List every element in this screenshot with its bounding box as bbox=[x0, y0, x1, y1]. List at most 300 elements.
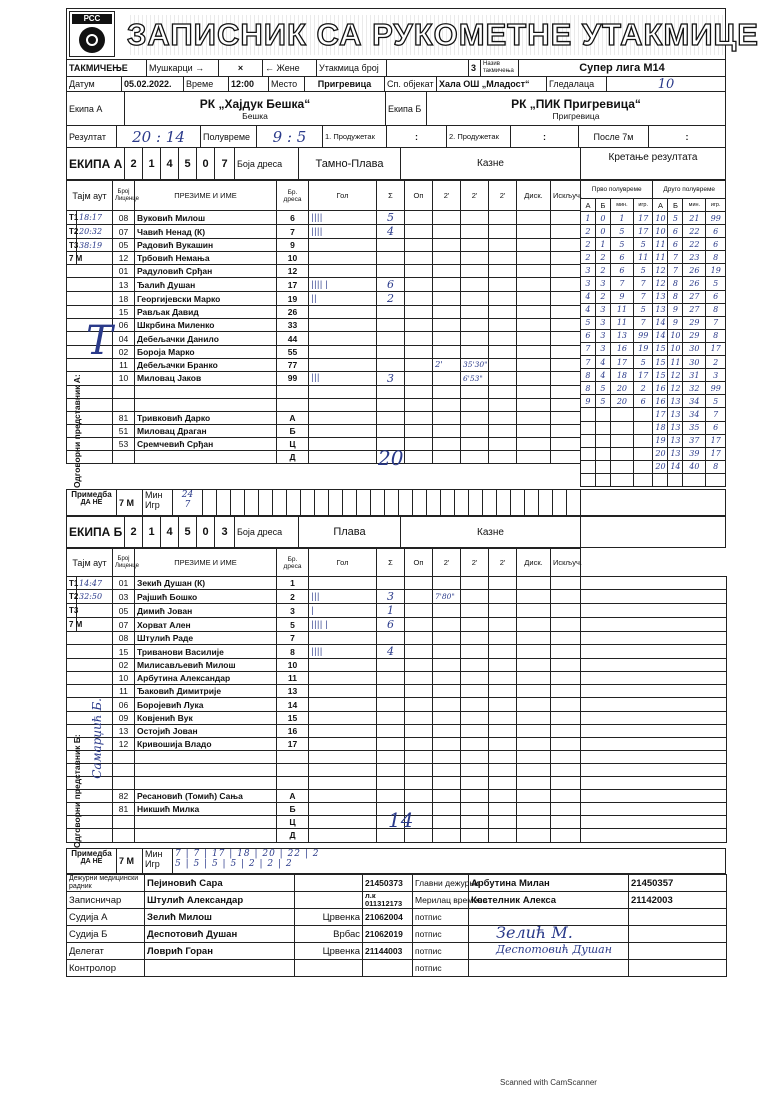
col-timeout: Тајм аут bbox=[67, 181, 113, 211]
player-2min-2 bbox=[461, 763, 489, 776]
flow-player: 7 bbox=[633, 316, 653, 329]
team-b-header bbox=[66, 516, 726, 548]
player-2min-time: 6'53" bbox=[461, 371, 489, 385]
col-name: ПРЕЗИМЕ И ИМЕ bbox=[135, 181, 277, 211]
blank-cell bbox=[581, 750, 727, 763]
official-cell bbox=[517, 425, 551, 438]
scanner-watermark: Scanned with CamScanner bbox=[500, 1078, 597, 1087]
official-cell bbox=[309, 425, 377, 438]
player-warning bbox=[405, 358, 433, 371]
official-cell bbox=[489, 451, 517, 464]
team-a-rep-label: Одговорни представник А: bbox=[72, 374, 82, 488]
team-a-flow-label: Кретање резултата bbox=[608, 152, 698, 163]
player-warning bbox=[405, 632, 433, 645]
player-name: Дебељачки Бранко bbox=[135, 358, 277, 371]
official-license bbox=[113, 451, 135, 464]
table-row bbox=[67, 451, 581, 464]
player-goals: |||| bbox=[309, 225, 377, 239]
team-a-7m-pl: 7 bbox=[184, 500, 191, 510]
flow-minute: 5 bbox=[610, 225, 633, 238]
note-label: Примедба bbox=[71, 490, 112, 499]
player-name: Рављак Давид bbox=[135, 306, 277, 319]
official-cell bbox=[517, 411, 551, 424]
player-goals: | bbox=[309, 604, 377, 618]
table-row bbox=[67, 604, 727, 618]
player-disq bbox=[517, 724, 551, 737]
player-goals bbox=[309, 398, 377, 411]
player-warning bbox=[405, 225, 433, 239]
player-2min-3 bbox=[489, 711, 517, 724]
player-2min bbox=[433, 750, 461, 763]
flow-score-a: 20 bbox=[653, 460, 668, 473]
player-license: 03 bbox=[113, 590, 135, 604]
player-goal-sum: 4 bbox=[377, 645, 405, 659]
player-goal-sum bbox=[377, 385, 405, 398]
player-2min bbox=[433, 332, 461, 345]
player-goal-sum bbox=[377, 265, 405, 278]
player-goal-sum: 1 bbox=[377, 604, 405, 618]
player-goal-sum bbox=[377, 252, 405, 265]
official-cell bbox=[377, 411, 405, 424]
player-2min bbox=[433, 278, 461, 292]
player-warning bbox=[405, 211, 433, 225]
flow-score-a bbox=[653, 473, 668, 486]
player-goal-sum bbox=[377, 345, 405, 358]
official-license-2 bbox=[629, 960, 727, 977]
player-2min-3 bbox=[489, 252, 517, 265]
ot2-value: : bbox=[511, 126, 579, 147]
flow-score-b: 12 bbox=[668, 369, 683, 382]
flow-score-b bbox=[595, 460, 610, 473]
official-role-2: Главни дежурни bbox=[413, 875, 469, 892]
flow-player: 99 bbox=[633, 329, 653, 342]
player-number: 12 bbox=[277, 265, 309, 278]
player-goal-sum bbox=[377, 358, 405, 371]
date-row bbox=[66, 77, 726, 92]
official-cell bbox=[433, 829, 461, 842]
player-goal-sum bbox=[377, 711, 405, 724]
official-role: Дежурни медицински радник bbox=[67, 875, 145, 892]
flow-score-a: 16 bbox=[653, 382, 668, 395]
player-warning bbox=[405, 292, 433, 306]
team-b-7m-pl: 5 | 5 | 5 | 5 | 2 | 2 | 2 bbox=[175, 859, 293, 869]
player-goal-sum bbox=[377, 632, 405, 645]
team-a-code-1: 2 bbox=[125, 148, 143, 179]
flow-minute: 26 bbox=[683, 264, 706, 277]
flow-row bbox=[581, 473, 726, 486]
table-row bbox=[67, 790, 727, 803]
team-a-note bbox=[67, 490, 117, 515]
player-goal-sum bbox=[377, 672, 405, 685]
flow-player: 5 bbox=[706, 277, 726, 290]
player-license: 05 bbox=[113, 604, 135, 618]
player-2min-3 bbox=[489, 763, 517, 776]
official-cell bbox=[551, 803, 581, 816]
col-lic: Број Лиценце bbox=[113, 181, 135, 211]
player-disq bbox=[517, 750, 551, 763]
team-b-rep-label: Одговорни представник Б: bbox=[72, 734, 82, 848]
player-2min-3 bbox=[489, 645, 517, 659]
player-disq bbox=[517, 371, 551, 385]
player-goals bbox=[309, 763, 377, 776]
official-cell bbox=[309, 803, 377, 816]
table-row bbox=[67, 398, 581, 411]
player-2min bbox=[433, 632, 461, 645]
flow-minute: 27 bbox=[683, 290, 706, 303]
player-goal-sum: 6 bbox=[377, 278, 405, 292]
player-2min-3 bbox=[489, 225, 517, 239]
flow-score-a: 12 bbox=[653, 264, 668, 277]
player-license: 08 bbox=[113, 211, 135, 225]
official-license-no: 21144003 bbox=[363, 943, 413, 960]
flow-score-b: 8 bbox=[668, 290, 683, 303]
player-disq bbox=[517, 332, 551, 345]
player-number bbox=[277, 777, 309, 790]
player-disq bbox=[517, 306, 551, 319]
official-license-no: л.к 011312173 bbox=[363, 892, 413, 909]
player-disq bbox=[517, 777, 551, 790]
team-a-code-6: 7 bbox=[215, 148, 235, 179]
player-goals bbox=[309, 672, 377, 685]
flow-score-a: 5 bbox=[581, 316, 596, 329]
official-code: Д bbox=[277, 829, 309, 842]
player-license: 02 bbox=[113, 345, 135, 358]
half-label: Полувреме bbox=[201, 126, 257, 147]
flow-player: 7 bbox=[706, 408, 726, 421]
team-b-code-6: 3 bbox=[215, 517, 235, 547]
flow-player: 2 bbox=[706, 356, 726, 369]
flow-minute: 13 bbox=[610, 329, 633, 342]
flow-minute: 37 bbox=[683, 434, 706, 447]
official-name: Никшић Милка bbox=[135, 803, 277, 816]
flow-minute bbox=[683, 473, 706, 486]
flow-score-a: 1 bbox=[581, 212, 596, 225]
official-cell bbox=[489, 425, 517, 438]
player-warning bbox=[405, 672, 433, 685]
player-disq bbox=[517, 618, 551, 632]
player-2min-3 bbox=[489, 724, 517, 737]
flow-score-a: 3 bbox=[581, 277, 596, 290]
official-cell bbox=[489, 803, 517, 816]
player-license bbox=[113, 750, 135, 763]
blank-cell bbox=[581, 577, 727, 590]
official-cell bbox=[377, 425, 405, 438]
player-license: 05 bbox=[113, 239, 135, 252]
player-warning bbox=[405, 332, 433, 345]
player-warning bbox=[405, 604, 433, 618]
player-number: 55 bbox=[277, 345, 309, 358]
player-2min-2 bbox=[461, 724, 489, 737]
table-row bbox=[67, 265, 581, 278]
official-role: Контролор bbox=[67, 960, 145, 977]
player-excl bbox=[551, 777, 581, 790]
flow-minute: 30 bbox=[683, 356, 706, 369]
player-name: Радовић Вукашин bbox=[135, 239, 277, 252]
flow-score-b: 13 bbox=[668, 408, 683, 421]
flow-h-pl: игр. bbox=[633, 199, 653, 212]
flow-player: 3 bbox=[706, 369, 726, 382]
team-b-city: Пригревица bbox=[552, 110, 600, 121]
table-row bbox=[67, 590, 727, 604]
rep-cell bbox=[67, 632, 113, 645]
flow-score-a bbox=[581, 434, 596, 447]
player-excl bbox=[551, 278, 581, 292]
official-cell bbox=[433, 803, 461, 816]
men-label: Мушкарци → bbox=[147, 60, 219, 76]
player-goals bbox=[309, 777, 377, 790]
flow-score-b bbox=[668, 473, 683, 486]
time-value: 12:00 bbox=[229, 77, 269, 91]
player-goal-sum: 4 bbox=[377, 225, 405, 239]
player-warning bbox=[405, 398, 433, 411]
flow-score-b: 4 bbox=[595, 369, 610, 382]
player-name: Ђаковић Димитрије bbox=[135, 685, 277, 698]
player-2min-time bbox=[461, 252, 489, 265]
official-cell bbox=[517, 790, 551, 803]
official-role: Судија Б bbox=[67, 926, 145, 943]
player-license: 11 bbox=[113, 685, 135, 698]
player-2min bbox=[433, 385, 461, 398]
player-2min-2 bbox=[461, 737, 489, 750]
player-2min bbox=[433, 724, 461, 737]
logo-text: РСС bbox=[72, 14, 112, 24]
player-license: 10 bbox=[113, 371, 135, 385]
player-warning bbox=[405, 763, 433, 776]
player-license bbox=[113, 385, 135, 398]
player-2min bbox=[433, 737, 461, 750]
player-name: Триванови Василије bbox=[135, 645, 277, 659]
player-excl bbox=[551, 398, 581, 411]
player-disq bbox=[517, 698, 551, 711]
official-license: 82 bbox=[113, 790, 135, 803]
player-goals bbox=[309, 252, 377, 265]
flow-score-a: 14 bbox=[653, 316, 668, 329]
player-number: 77 bbox=[277, 358, 309, 371]
competition-name: Супер лига М14 bbox=[579, 62, 665, 74]
player-goal-sum bbox=[377, 239, 405, 252]
official-cell bbox=[551, 438, 581, 451]
team-a-code-2: 1 bbox=[143, 148, 161, 179]
ot1-label: 1. Продужетак bbox=[323, 126, 387, 147]
team-b-penalties-label: Казне bbox=[401, 517, 581, 547]
official-role-2: потпис bbox=[413, 926, 469, 943]
player-goals: |||| bbox=[309, 645, 377, 659]
flow-score-b: 2 bbox=[595, 264, 610, 277]
official-cell bbox=[461, 411, 489, 424]
table-row bbox=[67, 385, 581, 398]
blank-cell bbox=[581, 618, 727, 632]
official-cell bbox=[489, 816, 517, 829]
timeout-label: Т3 bbox=[67, 604, 77, 618]
player-disq bbox=[517, 358, 551, 371]
team-b-note bbox=[67, 849, 117, 873]
table-row bbox=[67, 763, 727, 776]
flow-minute: 16 bbox=[610, 342, 633, 355]
spectators-value: 10 bbox=[657, 76, 675, 92]
player-name: Бороја Марко bbox=[135, 345, 277, 358]
player-disq bbox=[517, 278, 551, 292]
competition-name-label: Назив такмичења bbox=[481, 60, 519, 76]
team-b-code-4: 5 bbox=[179, 517, 197, 547]
rep-cell bbox=[67, 306, 113, 319]
player-number bbox=[277, 763, 309, 776]
player-license: 06 bbox=[113, 698, 135, 711]
table-row bbox=[67, 645, 727, 659]
blank-cell bbox=[581, 685, 727, 698]
team-a-total: 20 bbox=[378, 446, 404, 470]
official-name bbox=[135, 451, 277, 464]
flow-score-b: 13 bbox=[668, 395, 683, 408]
player-excl bbox=[551, 371, 581, 385]
official-person-2: Костелник Алекса bbox=[469, 892, 629, 909]
flow-player: 5 bbox=[633, 303, 653, 316]
team-b-name: РК „ПИК Пригревица“ bbox=[511, 96, 641, 111]
flow-score-b bbox=[595, 421, 610, 434]
player-warning bbox=[405, 265, 433, 278]
flow-score-b: 9 bbox=[668, 303, 683, 316]
official-cell bbox=[309, 790, 377, 803]
player-warning bbox=[405, 777, 433, 790]
flow-minute: 6 bbox=[610, 251, 633, 264]
flow-player: 17 bbox=[706, 447, 726, 460]
match-report-sheet bbox=[66, 8, 759, 998]
player-name bbox=[135, 777, 277, 790]
player-license: 01 bbox=[113, 577, 135, 590]
player-name: Георгијевски Марко bbox=[135, 292, 277, 306]
flow-player bbox=[633, 408, 653, 421]
flow-score-a: 19 bbox=[653, 434, 668, 447]
player-2min-time bbox=[461, 292, 489, 306]
player-name: Милисављевић Милош bbox=[135, 659, 277, 672]
player-disq bbox=[517, 659, 551, 672]
blank-cell bbox=[581, 604, 727, 618]
flow-player: 17 bbox=[633, 225, 653, 238]
player-excl bbox=[551, 577, 581, 590]
timeout-time: 14:47 bbox=[77, 577, 113, 590]
player-excl bbox=[551, 724, 581, 737]
player-2min bbox=[433, 398, 461, 411]
official-cell bbox=[433, 425, 461, 438]
official-name bbox=[135, 816, 277, 829]
player-goals bbox=[309, 332, 377, 345]
col-timeout-b: Тајм аут bbox=[67, 549, 113, 577]
pl-label-b: Игр bbox=[145, 859, 160, 869]
table-row bbox=[67, 345, 581, 358]
player-goal-sum bbox=[377, 332, 405, 345]
player-goal-sum: 2 bbox=[377, 292, 405, 306]
player-excl bbox=[551, 672, 581, 685]
player-2min-3 bbox=[489, 698, 517, 711]
player-name: Вуковић Милош bbox=[135, 211, 277, 225]
team-a-block bbox=[125, 92, 385, 125]
player-name bbox=[135, 398, 277, 411]
player-warning bbox=[405, 685, 433, 698]
blank-cell bbox=[581, 590, 727, 604]
team-a-min-pl bbox=[143, 490, 173, 515]
player-number bbox=[277, 750, 309, 763]
col-no: Бр. дреса bbox=[277, 181, 309, 211]
flow-score-b: 7 bbox=[668, 251, 683, 264]
team-b-rep-signature: Самарџић Б. bbox=[90, 698, 104, 779]
after7m-value: : bbox=[685, 131, 689, 142]
flow-minute: 21 bbox=[683, 212, 706, 225]
team-a-jersey-label: Боја дреса bbox=[235, 148, 299, 179]
blank-cell bbox=[581, 645, 727, 659]
table-row bbox=[67, 278, 581, 292]
blank-cell bbox=[581, 724, 727, 737]
official-license-2 bbox=[629, 909, 727, 926]
player-2min-3 bbox=[489, 618, 517, 632]
flow-player: 7 bbox=[633, 277, 653, 290]
official-cell bbox=[551, 829, 581, 842]
table-row bbox=[67, 211, 581, 225]
flow-row bbox=[581, 251, 726, 264]
col-name-b: ПРЕЗИМЕ И ИМЕ bbox=[135, 549, 277, 577]
flow-score-a: 6 bbox=[581, 329, 596, 342]
player-goals: |||| | bbox=[309, 618, 377, 632]
col-disq: Диск. bbox=[517, 181, 551, 211]
team-a-header bbox=[66, 148, 726, 180]
official-cell bbox=[517, 829, 551, 842]
flow-score-a: 3 bbox=[581, 264, 596, 277]
team-b-jersey-label: Боја дреса bbox=[235, 517, 299, 547]
yes-no: ДА НЕ bbox=[80, 499, 103, 506]
official-cell bbox=[433, 411, 461, 424]
flow-player: 8 bbox=[706, 460, 726, 473]
official-name bbox=[135, 829, 277, 842]
player-2min-3 bbox=[489, 292, 517, 306]
table-row bbox=[67, 425, 581, 438]
player-2min-3 bbox=[489, 371, 517, 385]
official-row bbox=[67, 892, 727, 909]
col-excl-b: Искључ. bbox=[551, 549, 581, 577]
player-excl bbox=[551, 319, 581, 332]
team-a-col-headers bbox=[66, 180, 581, 211]
official-name: Ресановић (Томић) Сања bbox=[135, 790, 277, 803]
team-a-penalties-label: Казне bbox=[401, 148, 581, 179]
player-goal-sum: 3 bbox=[377, 371, 405, 385]
official-cell bbox=[489, 411, 517, 424]
player-disq bbox=[517, 577, 551, 590]
flow-row bbox=[581, 329, 726, 342]
min-label: Мин bbox=[145, 490, 163, 500]
timeout-time: 32:50 bbox=[77, 590, 113, 604]
player-2min-2 bbox=[461, 711, 489, 724]
flow-row bbox=[581, 434, 726, 447]
flow-row bbox=[581, 225, 726, 238]
player-excl bbox=[551, 385, 581, 398]
official-cell bbox=[309, 438, 377, 451]
official-cell bbox=[581, 790, 727, 803]
player-2min-2 bbox=[461, 604, 489, 618]
player-2min-3 bbox=[489, 306, 517, 319]
player-2min-time bbox=[461, 332, 489, 345]
player-excl bbox=[551, 345, 581, 358]
player-warning bbox=[405, 590, 433, 604]
player-2min: 7'80" bbox=[433, 590, 461, 604]
table-row bbox=[67, 685, 727, 698]
official-cell bbox=[433, 438, 461, 451]
flow-score-a: 7 bbox=[581, 356, 596, 369]
official-cell bbox=[517, 438, 551, 451]
player-excl bbox=[551, 763, 581, 776]
official-code: Ц bbox=[277, 816, 309, 829]
flow-player: 17 bbox=[633, 212, 653, 225]
flow-player: 6 bbox=[633, 395, 653, 408]
flow-score-a: 2 bbox=[581, 225, 596, 238]
player-goals bbox=[309, 659, 377, 672]
player-name: Миловац Јаков bbox=[135, 371, 277, 385]
